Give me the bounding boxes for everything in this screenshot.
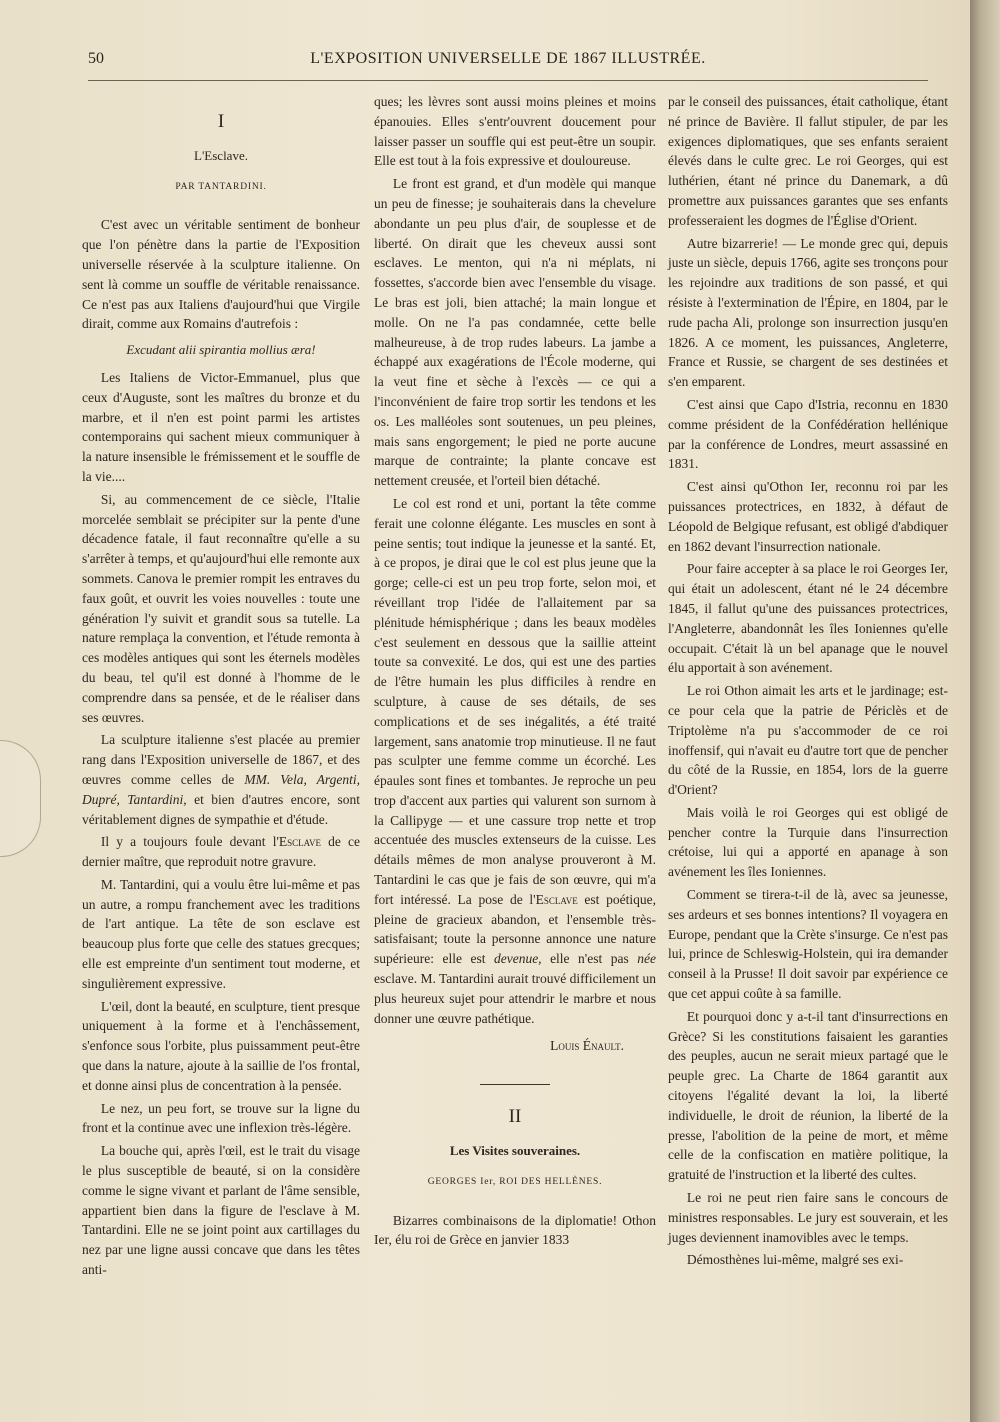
text-run: Il y a toujours foule devant l': [100, 834, 279, 850]
paragraph: [82, 832, 360, 872]
paragraph: L'œil, dont la beauté, en sculpture, tient presque uniquement à la forme et à l'enchâssement, s'enfonce sous l'orbite, plus puissamment peut-être que dans la nature, ajoute à la saillie de l'os frontal, et donne ainsi plus de concentration à la pensée.: [82, 998, 360, 1093]
paragraph: par le conseil des puissances, était catholique, étant né prince de Bavière. Il fallut stipuler, de par les exigences diplomatiques, que ses enfants seraient élevés dans le culte grec. Le roi Georges, qui est luthérien, étant né prince du Danemark, a dû promettre aux puissances garantes que ses enfants professeraient les dogmes de l'Église d'Orient.: [668, 94, 948, 228]
paragraph: Les Italiens de Victor-Emmanuel, plus que ceux d'Auguste, sont les maîtres du bronze et du marbre, et il n'en est point parmi les artistes contemporains qui sachent mieux communiquer à la nature insensible le frémissement et le souffle de la vie....: [82, 369, 360, 484]
section-numeral: II: [508, 1106, 522, 1128]
paragraph: Le roi Othon aimait les arts et le jardinage; est-ce pour cela que la patrie de Périclès et de Triptolème n'a pu s'accommoder de ce roi inoffensif, qui n'avait eu d'autre tort que de pencher du côté de la Russie, en 1854, lors de la guerre d'Orient?: [668, 683, 948, 798]
paragraph: M. Tantardini, qui a voulu être lui-même et pas un autre, a rompu franchement avec les traditions de l'art antique. La tête de son esclave est beaucoup plus forte que celle des statues grecques; elle est empreinte d'un sentiment tout moderne, et singulièrement expressive.: [82, 876, 360, 991]
paragraph: Le roi ne peut rien faire sans le concours de ministres responsables. Le jury est souverain, et les juges deviennent inamovibles avec le temps.: [668, 1190, 948, 1245]
running-title: L'EXPOSITION UNIVERSELLE DE 1867 ILLUSTRÉE.: [310, 50, 706, 67]
paragraph: C'est ainsi que Capo d'Istria, reconnu en 1830 comme président de la Confédération hellénique par la conférence de Londres, meurt assassiné en 1831.: [668, 396, 948, 472]
section-byline: GEORGES Ier, ROI DES HELLÈNES.: [427, 1176, 603, 1187]
binding-edge: [970, 0, 1000, 1422]
paragraph: Le front est grand, et d'un modèle qui manque un peu de finesse; je souhaiterais dans la chevelure abondante un peu plus d'air, de souplesse et de liberté. On dirait que les cheveux aussi sont esclaves. Le menton, qui n'a ni méplats, ni fossettes, s'accorde bien avec l'ensemble du visage. Le bras est joli, bien attaché; la main longue et molle. On ne l'a pas condamnée, cette belle malheureuse, à de trop rudes labeurs. La jambe a échappé aux exagérations de l'École moderne, qui la veut fine et sèche à l'excès — ce qui a l'inconvénient de faire trop sortir les tendons et les os. Les malléoles sont soutenues, un peu pleines, mais sans engorgement; le pied ne porte aucune marque de contrainte; la plante concave est nettement creusée, et l'orteil bien détaché.: [374, 176, 656, 489]
section-title: L'Esclave.: [194, 147, 248, 163]
section-numeral: I: [217, 111, 225, 132]
section-byline: PAR TANTARDINI.: [175, 181, 267, 192]
text-run: La sculpture italienne s'est placée au premier rang dans l'Exposition universelle de 1867, et des œuvres comme celles de: [82, 732, 360, 787]
paragraph: Autre bizarrerie! — Le monde grec qui, depuis juste un siècle, depuis 1766, agite ses tronçons pour les rejoindre aux traditions de son passé, et qui résiste à l'extermination de l'Épire, en 1804, par le rude pacha Ali, prolonge son insurrection jusqu'en 1826. A ce moment, les puissances, Angleterre, France et Russie, se chargent de ses destinées et s'en emparent.: [668, 235, 948, 390]
italic-word: née: [637, 951, 656, 967]
paragraph: Si, au commencement de ce siècle, l'Italie morcelée semblait se précipiter sur la pente d'une décadence fatale, il faut reconnaître qu'elle a su s'arrêter à temps, et qu'aujourd'hui elle remonte aux sommets. Canova le premier rompit les entraves du faux goût, et ouvrit les voies nouvelles : toute une génération l'y suivit et grandit sous sa tutelle. La nature remplaça la convention, et l'étude remonta à ces modèles antiques qui sont les éternels modèles du beau, tel qu'il est donné à l'homme de le comprendre dans sa pensée, et de le réaliser dans ses œuvres.: [82, 491, 360, 725]
paragraph: Le nez, un peu fort, se trouve sur la ligne du front et la continue avec une inflexion très-légère.: [82, 1100, 360, 1136]
paragraph: Pour faire accepter à sa place le roi Georges Ier, qui était un adolescent, étant né le 24 décembre 1845, il fallut qu'une des puissances protectrices, l'Angleterre, abandonnât les îles Ioniennes qu'elle occupait. C'était là un bel apanage que le nouvel élu apportait à son avénement.: [668, 561, 948, 676]
page-header: [88, 48, 928, 76]
paragraph: Comment se tirera-t-il de là, avec sa jeunesse, ses ardeurs et ses bonnes intentions? Il voyagera en Europe, pendant que la Crète s'insurge. Ce n'est pas lui, prince de Schleswig-Holstein, qui ira demander conseil à la Prusse! Il doit savoir par expérience ce que cet appui coûte à sa famille.: [668, 887, 948, 1002]
paragraph: C'est avec un véritable sentiment de bonheur que l'on pénètre dans la partie de l'Exposition universelle réservée à la sculpture italienne. On sent là comme un souffle de véritable renaissance. Ce n'est pas aux Italiens d'aujourd'hui que Virgile dirait, comme aux Romains d'autrefois :: [82, 217, 360, 332]
paragraph: Mais voilà le roi Georges qui est obligé de pencher contre la Turquie dans l'insurrection crétoise, lui qui a apporté en apanage à son avénement les îles Ioniennes.: [668, 804, 948, 880]
italic-word: devenue,: [493, 951, 542, 967]
page-number: 50: [88, 50, 104, 67]
paragraph: C'est ainsi qu'Othon Ier, reconnu roi par les puissances protectrices, en 1832, à défaut de Léopold de Belgique refusant, est obligé d'abdiquer en 1862 devant l'insurrection nationale.: [668, 479, 948, 554]
paragraph: Et pourquoi donc y a-t-il tant d'insurrections en Grèce? Si les constitutions faisaient les garanties des peuples, aucun ne serait mieux partagé que le peuple grec. La Charte de 1864 garantit aux citoyens l'égalité devant la loi, la liberté individuelle, le droit de réunion, la liberté de la presse, l'abolition de la peine de mort, et même celle de la confiscation en matière politique, la gratuité de l'instruction et la liberté des cultes.: [668, 1008, 948, 1183]
paragraph: [82, 730, 360, 829]
paragraph: ques; les lèvres sont aussi moins pleines et moins épanouies. Elles s'entr'ouvrent doucement pour laisser passer un souffle qui est peut-être un soupir. Elle est tout à la fois expressive et douloureuse.: [374, 94, 656, 169]
artist-names: MM. Vela, Argenti, Dupré, Tantardini,: [82, 771, 360, 807]
paragraph: Démosthènes lui-même, malgré ses exi-: [686, 1252, 904, 1268]
page-tab-mark: [0, 740, 41, 857]
text-run: esclave. M. Tantardini aurait trouvé difficilement un plus heureux sujet pour attendrir le marbre et nous donner une œuvre pathétique.: [374, 971, 656, 1026]
text-run: est poétique, pleine de gracieux abandon, et l'ensemble très-satisfaisant; toute la personne annonce une nature supérieure: elle est: [374, 891, 656, 967]
latin-quote: Excudant alii spirantia mollius æra!: [126, 342, 316, 358]
text-run: elle n'est pas: [541, 951, 638, 967]
small-caps-title: Esclave: [535, 891, 578, 907]
paragraph: La bouche qui, après l'œil, est le trait du visage le plus susceptible de beauté, si on la considère comme le signe vivant et parlant de l'âme sensible, appartient bien dans la figure de l'esclave à M. Tantardini. Elle ne se joint point aux cartillages du nez par une ligne aussi concave que dans les têtes anti-: [82, 1143, 360, 1278]
text-run: et bien d'autres encore, sont véritablement dignes de sympathie et d'étude.: [82, 791, 360, 827]
text-run: Le col est rond et uni, portant la tête comme ferait une colonne élégante. Les muscles en sont à peine sentis; tout indique la jeunesse et la santé. Et, à ce propos, je dirai que le col est plus jeune que la gorge; celle-ci est un peu trop forte, selon moi, et réveillant trop l'idée de l'allaitement par sa plénitude hémisphérique ; dans les beaux modèles c'est seulement en dessous que la saillie atteint toute sa convexité. Le dos, qui est une des parties de l'être humain les plus difficiles à rendre en sculpture, à cause de ses détails, de ses complications et de ses inégalités, a été traité largement, sans anatomie trop minutieuse. Il ne faut pas sculpter une femme comme un écorché. Les épaules sont fines et tombantes. Je reproche un peu trop d'accent aux parties qui valurent son surnom à la Callipyge — et une cassure trop nette et trop accentuée des muscles extenseurs de la cuisse. Les détails mêmes de mon analyse prouveront à M. Tantardini le cas que je fais de son œuvre, qui m'a fort intéressé. La pose de l': [374, 495, 656, 907]
section-title: Les Visites souveraines.: [449, 1143, 581, 1159]
text-run: de ce dernier maître, que reproduit notre gravure.: [82, 834, 360, 870]
column-1: [82, 92, 360, 1283]
header-rule: [88, 80, 928, 81]
section-divider: [480, 1084, 550, 1085]
small-caps-title: Esclave: [278, 834, 321, 850]
column-3: [668, 92, 948, 1273]
paragraph: [374, 494, 656, 1029]
paragraph: Bizarres combinaisons de la diplomatie! Othon Ier, élu roi de Grèce en janvier 1833: [374, 1212, 656, 1248]
author-signature: Louis Énault.: [550, 1038, 624, 1054]
column-2: [374, 92, 656, 1253]
